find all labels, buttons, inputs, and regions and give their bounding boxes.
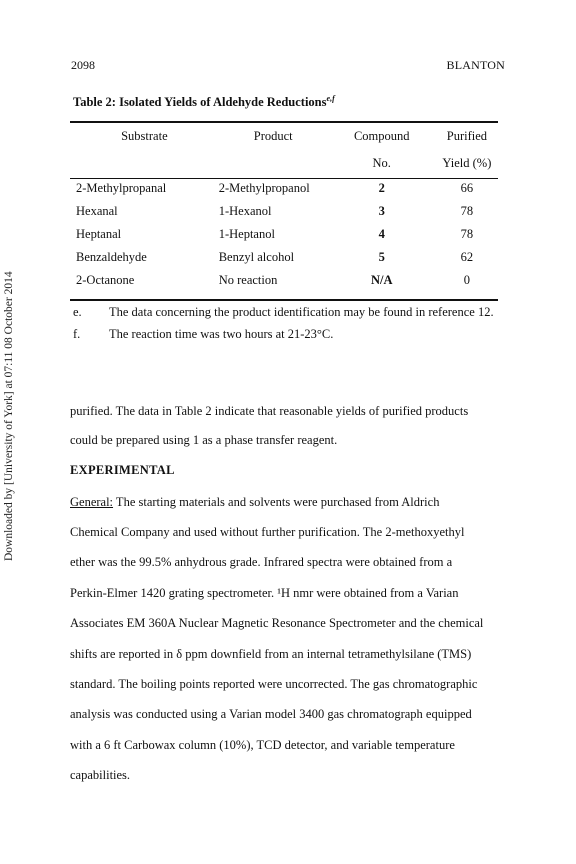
footnote-f-text: The reaction time was two hours at 21-23°C. bbox=[109, 327, 334, 341]
intro-line-1: purified. The data in Table 2 indicate that reasonable yields of purified products bbox=[70, 404, 469, 418]
footnote-f bbox=[73, 327, 503, 341]
general-label: General: bbox=[70, 495, 114, 509]
cell-yield: 78 bbox=[460, 227, 474, 241]
page-number: 2098 bbox=[71, 58, 95, 72]
header-blank-2 bbox=[219, 150, 328, 177]
general-line-7: standard. The boiling points reported were uncorrected. The gas chromatographic bbox=[70, 677, 478, 691]
table-header-row-2 bbox=[70, 150, 498, 177]
cell-product: Benzyl alcohol bbox=[218, 250, 295, 264]
cell-substrate: Heptanal bbox=[76, 227, 122, 241]
cell-substrate: 2-Octanone bbox=[76, 273, 135, 287]
general-line-1 bbox=[70, 495, 439, 510]
table-body bbox=[70, 177, 498, 292]
table-title bbox=[73, 94, 335, 110]
table-row bbox=[70, 223, 498, 246]
table-header-rule bbox=[70, 178, 498, 179]
table-header-row-1 bbox=[70, 123, 498, 150]
header-compound: Compound bbox=[353, 129, 410, 143]
cell-compound: 4 bbox=[378, 227, 385, 241]
general-line-10: capabilities. bbox=[70, 768, 131, 782]
cell-substrate: Benzaldehyde bbox=[76, 250, 147, 264]
table-bottom-rule bbox=[70, 299, 498, 301]
cell-product: 1-Hexanol bbox=[218, 204, 272, 218]
footnote-e-mark: e. bbox=[73, 305, 82, 319]
table-row bbox=[70, 246, 498, 269]
header-product: Product bbox=[253, 129, 293, 143]
table-row bbox=[70, 177, 498, 200]
general-first-line: The starting materials and solvents were purchased from Aldrich bbox=[113, 495, 440, 509]
header-yield: Yield (%) bbox=[442, 156, 492, 170]
cell-compound: 2 bbox=[378, 181, 385, 195]
general-line-9: with a 6 ft Carbowax column (10%), TCD detector, and variable temperature bbox=[70, 738, 455, 752]
general-line-2: Chemical Company and used without further purification. The 2-methoxyethyl bbox=[70, 525, 465, 539]
cell-substrate: 2-Methylpropanal bbox=[76, 181, 167, 195]
cell-yield: 66 bbox=[460, 181, 474, 195]
intro-line-2: could be prepared using 1 as a phase transfer reagent. bbox=[70, 433, 338, 447]
table-title-superscript: e,f bbox=[326, 94, 335, 103]
footnote-e-text: The data concerning the product identification may be found in reference 12. bbox=[109, 305, 494, 319]
general-line-5: Associates EM 360A Nuclear Magnetic Resonance Spectrometer and the chemical bbox=[70, 616, 484, 630]
table-row bbox=[70, 269, 498, 292]
table-title-text: Table 2: Isolated Yields of Aldehyde Reductions bbox=[73, 95, 327, 110]
cell-compound: 5 bbox=[378, 250, 385, 264]
cell-yield: 62 bbox=[460, 250, 474, 264]
table-row bbox=[70, 200, 498, 223]
cell-compound: N/A bbox=[370, 273, 393, 287]
header-purified: Purified bbox=[446, 129, 488, 143]
general-line-8: analysis was conducted using a Varian model 3400 gas chromatograph equipped bbox=[70, 707, 472, 721]
cell-yield: 78 bbox=[460, 204, 474, 218]
cell-product: 2-Methylpropanol bbox=[218, 181, 310, 195]
download-watermark: Downloaded by [University of York] at 07:11 08 October 2014 bbox=[3, 271, 15, 561]
yields-table bbox=[70, 123, 498, 292]
cell-compound: 3 bbox=[378, 204, 385, 218]
header-compound-no: No. bbox=[372, 156, 391, 170]
footnote-e bbox=[73, 305, 503, 319]
table-footnotes bbox=[73, 305, 503, 349]
footnote-f-mark: f. bbox=[73, 327, 81, 341]
cell-substrate: Hexanal bbox=[76, 204, 118, 218]
header-blank-1 bbox=[70, 150, 219, 177]
general-line-3: ether was the 99.5% anhydrous grade. Infrared spectra were obtained from a bbox=[70, 555, 453, 569]
cell-product: No reaction bbox=[218, 273, 278, 287]
general-line-4: Perkin-Elmer 1420 grating spectrometer. ¹H nmr were obtained from a Varian bbox=[70, 586, 459, 600]
general-line-6: shifts are reported in δ ppm downfield from an internal tetramethylsilane (TMS) bbox=[70, 647, 472, 661]
section-heading: EXPERIMENTAL bbox=[70, 463, 175, 477]
header-substrate: Substrate bbox=[121, 129, 168, 143]
running-head: BLANTON bbox=[446, 58, 505, 72]
cell-yield: 0 bbox=[463, 273, 471, 287]
cell-product: 1-Heptanol bbox=[218, 227, 275, 241]
